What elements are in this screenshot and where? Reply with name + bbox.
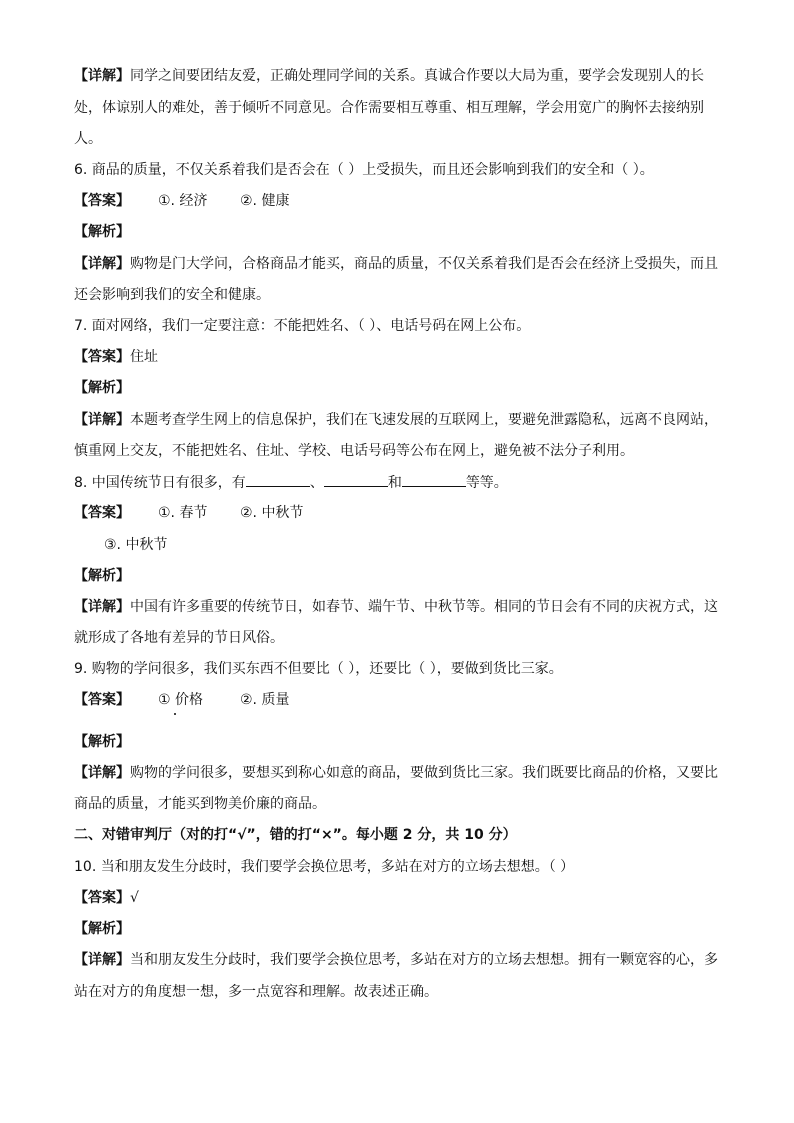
answer-option-3: ③. 中秋节 [104, 537, 168, 553]
detail-text: 人。 [74, 131, 102, 147]
detail-line [74, 410, 718, 430]
analysis-tag: 【解析】 [74, 734, 130, 750]
detail-tag: 【详解】 [74, 765, 130, 781]
fill-blank [324, 472, 388, 487]
detail-tag: 【详解】 [74, 256, 130, 272]
analysis-tag: 【解析】 [74, 224, 130, 240]
section-heading: 二、对错审判厅（对的打“√”，错的打“×”。每小题 2 分，共 10 分） [74, 827, 517, 843]
detail-line [74, 254, 718, 274]
separator: 、 [309, 475, 324, 491]
answer-line [74, 347, 158, 367]
detail-text: 购物的学问很多，要想买到称心如意的商品，要做到货比三家。我们既要比商品的价格，又要比 [130, 765, 718, 781]
detail-line: 站在对方的角度想一想，多一点宽容和理解。故表述正确。 [74, 984, 438, 1000]
answer-tag: 【答案】 [74, 890, 130, 906]
detail-tag: 【详解】 [74, 952, 130, 968]
detail-line [74, 763, 718, 783]
question-9-stem: 9. 购物的学问很多，我们买东西不但要比（ ），还要比（ ），要做到货比三家。 [74, 661, 563, 677]
detail-tag: 【详解】 [74, 68, 130, 84]
question-6-stem: 6. 商品的质量，不仅关系着我们是否会在（ ）上受损失，而且还会影响到我们的安全和（ ）。 [74, 162, 654, 178]
answer-tag: 【答案】 [74, 692, 130, 708]
explain-line [74, 98, 704, 118]
separator: 和 [387, 475, 402, 491]
answer-option-2: ②. 中秋节 [240, 505, 304, 521]
question-7-stem: 7. 面对网络，我们一定要注意：不能把姓名、（ ）、电话号码在网上公布。 [74, 318, 531, 334]
answer-option-1: ①. 经济 [158, 193, 208, 209]
answer-tag: 【答案】 [74, 193, 130, 209]
analysis-tag: 【解析】 [74, 568, 130, 584]
detail-text: 同学之间要团结友爱，正确处理同学间的关系。真诚合作要以大局为重，要学会发现别人的长 [130, 68, 704, 84]
answer-option-2: ②. 质量 [240, 692, 290, 708]
detail-line: 商品的质量，才能买到物美价廉的商品。 [74, 796, 326, 812]
stem-text: 8. 中国传统节日有很多，有 [74, 475, 246, 491]
stray-mark [174, 713, 176, 715]
question-8-stem [74, 472, 508, 493]
answer-option-1: ①. 春节 [158, 505, 208, 521]
question-10-stem: 10. 当和朋友发生分歧时，我们要学会换位思考，多站在对方的立场去想想。（ ） [74, 859, 575, 875]
analysis-tag: 【解析】 [74, 921, 130, 937]
fill-blank [402, 472, 466, 487]
answer-text: √ [130, 890, 139, 906]
explain-line [74, 66, 704, 86]
fill-blank [246, 472, 310, 487]
stem-text: 等等。 [465, 475, 508, 491]
detail-text: 处，体谅别人的难处，善于倾听不同意见。合作需要相互尊重、相互理解，学会用宽广的胸怀去接纳别 [74, 100, 704, 116]
answer-option-2: ②. 健康 [240, 193, 290, 209]
detail-line: 慎重网上交友，不能把姓名、住址、学校、电话号码等公布在网上，避免被不法分子利用。 [74, 443, 634, 459]
detail-line [74, 950, 718, 970]
detail-text: 本题考查学生网上的信息保护，我们在飞速发展的互联网上，要避免泄露隐私，远离不良网站， [130, 412, 718, 428]
detail-text: 购物是门大学问，合格商品才能买，商品的质量，不仅关系着我们是否会在经济上受损失，而且 [130, 256, 718, 272]
answer-tag: 【答案】 [74, 505, 130, 521]
detail-line: 就形成了各地有差异的节日风俗。 [74, 630, 284, 646]
answer-text: 住址 [130, 349, 158, 365]
detail-line [74, 597, 718, 617]
detail-text: 中国有许多重要的传统节日，如春节、端午节、中秋节等。相同的节日会有不同的庆祝方式，这 [130, 599, 718, 615]
detail-text: 当和朋友发生分歧时，我们要学会换位思考，多站在对方的立场去想想。拥有一颗宽容的心，多 [130, 952, 718, 968]
answer-tag: 【答案】 [74, 349, 130, 365]
detail-line: 还会影响到我们的安全和健康。 [74, 287, 270, 303]
answer-option-1: ① 价格 [158, 692, 204, 708]
detail-tag: 【详解】 [74, 599, 130, 615]
explain-line [74, 129, 102, 149]
analysis-tag: 【解析】 [74, 380, 130, 396]
answer-line [74, 888, 139, 908]
detail-tag: 【详解】 [74, 412, 130, 428]
